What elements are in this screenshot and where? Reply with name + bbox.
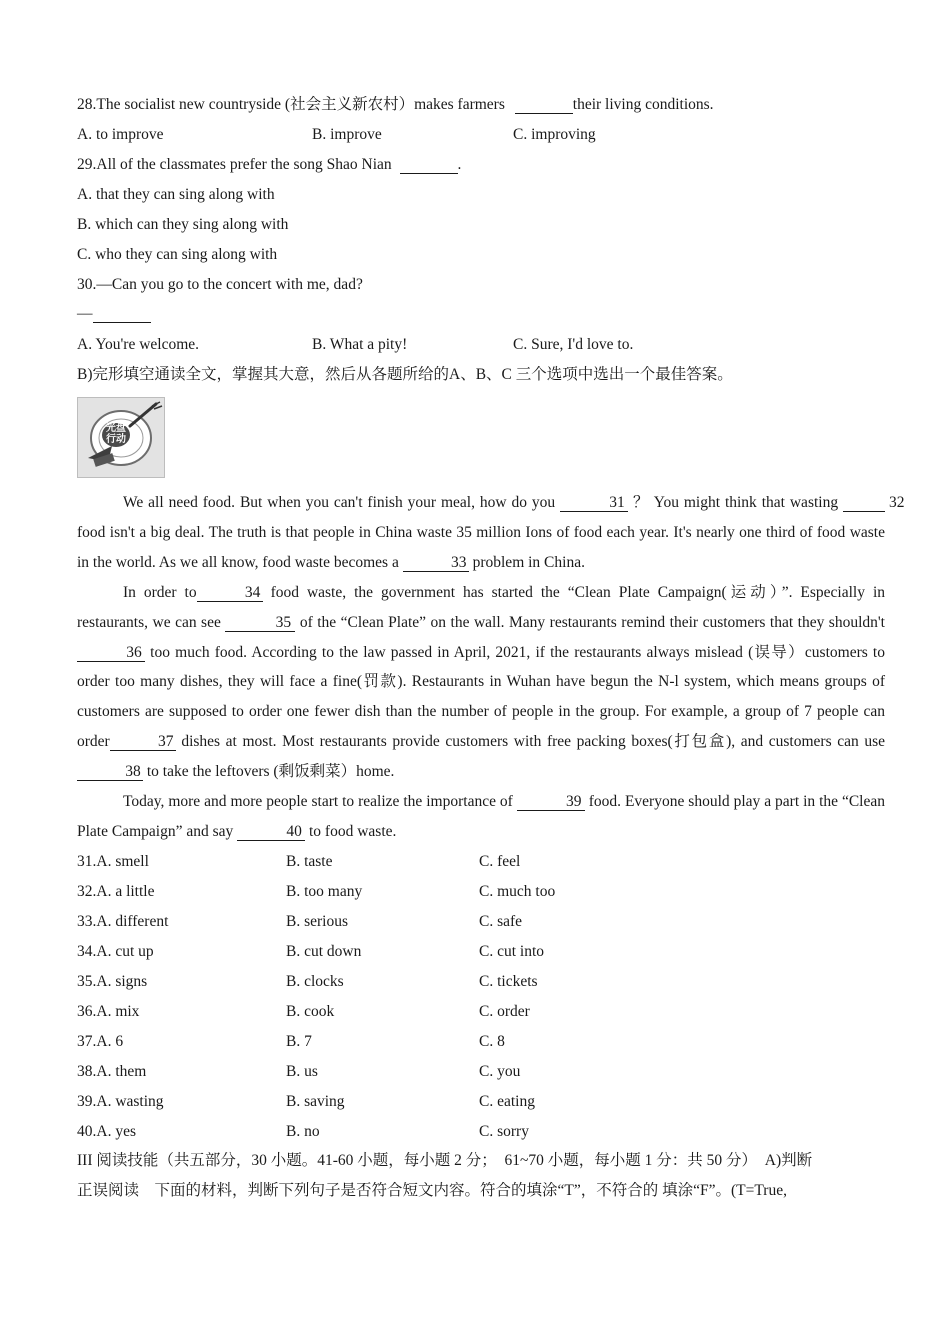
blank-37: 37 [110,734,176,751]
blank-40: 40 [237,824,305,841]
p3-text-1: Today, more and more people start to realize the importance of [123,793,517,811]
choice-32-a: 32.A. a little [77,883,155,900]
choice-38-a: 38.A. them [77,1063,147,1080]
q30-blank [93,306,151,323]
q29-option-c: C. who they can sing along with [77,246,278,263]
q29-option-b: B. which can they sing along with [77,216,289,233]
choice-38-c: C. you [479,1063,521,1080]
q30-dash: — [77,305,93,322]
choice-40-a: 40.A. yes [77,1123,136,1140]
passage-paragraph-1 [77,488,905,578]
section-iii-heading: III 阅读技能（共五部分，30 小题。41-60 小题，每小题 2 分； 61~70 小题，每小题 1 分：共 50 分） A)判断 [77,1152,813,1169]
q28-option-a: A. to improve [77,126,164,143]
q30-option-b: B. What a pity! [312,336,408,353]
q28-option-c: C. improving [513,126,596,143]
p1-text-3: food isn't a big deal. The truth is that people in China waste 35 million Ions of food each year. It's nearly one third of food waste in the world. As we all know, food waste becomes a [77,523,885,571]
choice-36-b: B. cook [286,1003,335,1020]
p2-text-6: to take the leftovers (剩饭剩菜）home. [143,763,395,781]
choice-34-b: B. cut down [286,943,362,960]
blank-32: 32 [843,495,885,512]
choice-40-b: B. no [286,1123,320,1140]
passage-paragraph-3 [77,787,885,847]
blank-36: 36 [77,645,145,662]
clean-plate-image-caption: 光盘行动 [106,423,126,445]
choice-40-c: C. sorry [479,1123,529,1140]
q28-stem [77,95,714,115]
p1-text-2: ？ You might think that wasting [628,494,843,511]
p2-text-1: In order to [123,583,197,601]
p2-text-3: of the “Clean Plate” on the wall. Many restaurants remind their customers that they shouldn't [295,613,885,631]
blank-35: 35 [225,615,295,632]
p2-text-5: dishes at most. Most restaurants provide customers with free packing boxes(打包盒), and customers can use [175,733,885,751]
choice-34-c: C. cut into [479,943,545,960]
passage-paragraph-2 [77,578,885,787]
choice-39-b: B. saving [286,1093,345,1110]
choice-32-c: C. much too [479,883,556,900]
q28-blank [515,97,573,114]
choice-32-b: B. too many [286,883,363,900]
choice-33-c: C. safe [479,913,523,930]
choice-37-a: 37.A. 6 [77,1033,124,1050]
choice-39-c: C. eating [479,1093,535,1110]
q30-stem: 30.—Can you go to the concert with me, dad? [77,276,363,293]
cloze-passage [77,488,905,847]
choice-36-c: C. order [479,1003,530,1020]
q30-answer-line [77,304,151,324]
blank-33: 33 [403,555,469,572]
choice-31-a: 31.A. smell [77,853,149,870]
q29-option-a: A. that they can sing along with [77,186,275,203]
choice-38-b: B. us [286,1063,318,1080]
blank-39: 39 [517,794,585,811]
clean-plate-campaign-image [77,397,165,478]
choice-37-b: B. 7 [286,1033,312,1050]
q28-stem-end: their living conditions. [572,96,714,113]
choice-31-b: B. taste [286,853,333,870]
q30-option-c: C. Sure, I'd love to. [513,336,634,353]
blank-34: 34 [197,585,263,602]
q28-stem-text: 28.The socialist new countryside (社会主义新农村）makes farmers [77,96,505,113]
p1-text-1: We all need food. But when you can't finish your meal, how do you [123,494,561,511]
p2-text-4: too much food. According to the law passed in April, 2021, if the restaurants always mislead (误导）customers to order too many dishes, they will face a fine(罚款). Restaurants in Wuhan have begun the N-l system, which means groups of customers are supposed to order one fewer dish than the number of people in the group. For example, a group of 7 people can order [77,643,885,751]
choice-36-a: 36.A. mix [77,1003,140,1020]
choice-33-a: 33.A. different [77,913,169,930]
choice-33-b: B. serious [286,913,348,930]
q29-stem-text: 29.All of the classmates prefer the song Shao Nian [77,156,392,173]
p3-text-3: to food waste. [305,822,397,840]
choice-34-a: 34.A. cut up [77,943,154,960]
choice-37-c: C. 8 [479,1033,505,1050]
blank-31: 31 [560,495,628,512]
choice-39-a: 39.A. wasting [77,1093,164,1110]
choice-35-c: C. tickets [479,973,538,990]
q30-option-a: A. You're welcome. [77,336,200,353]
blank-38: 38 [77,764,143,781]
q29-stem [77,155,461,175]
q29-stem-end: . [457,156,462,173]
choice-35-a: 35.A. signs [77,973,148,990]
p2-text-2: food waste, the government has started the “Clean Plate Campaign(运动）”. Especially in restaurants, we can see [77,583,886,631]
section-b-heading: B)完形填空通读全文，掌握其大意，然后从各题所给的A、B、C 三个选项中选出一个最佳答案。 [77,366,733,383]
p1-text-4: problem in China. [468,553,585,571]
p3-text-2: food. Everyone should play a part in the “Clean Plate Campaign” and say [77,793,885,840]
section-iii-instructions: 正误阅读 下面的材料，判断下列句子是否符合短文内容。符合的填涂“T”，不符合的 填涂“F”。(T=True, [77,1182,787,1199]
q29-blank [400,157,458,174]
choice-35-b: B. clocks [286,973,344,990]
q28-option-b: B. improve [312,126,382,143]
choice-31-c: C. feel [479,853,521,870]
